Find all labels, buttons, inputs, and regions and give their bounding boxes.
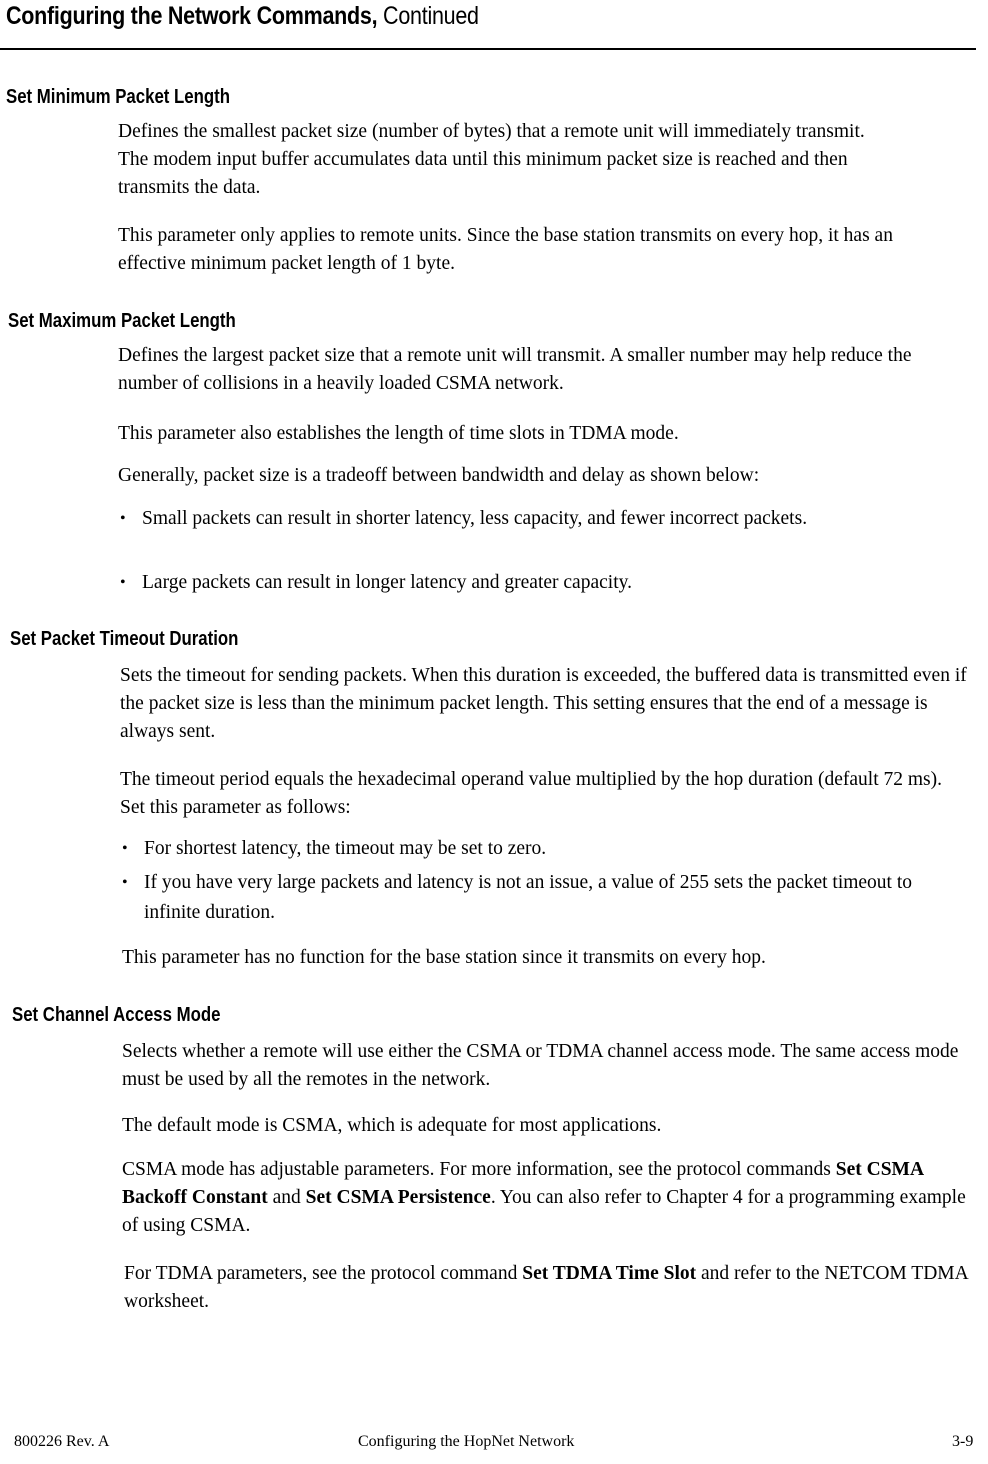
max-packet-paragraph-2: This parameter also establishes the length of time slots in TDMA mode. <box>118 423 679 444</box>
section-heading-min-packet: Set Minimum Packet Length <box>6 86 231 108</box>
page-title-continued: Continued <box>383 2 479 30</box>
csma-persistence-command: Set CSMA Persistence <box>305 1187 491 1208</box>
footer-chapter: Configuring the HopNet Network <box>358 1433 575 1450</box>
min-packet-paragraph-2: This parameter only applies to remote units. Since the base station transmits on every hop, it has an effective minimum packet length of 1 byte. <box>118 225 893 274</box>
list-item <box>118 504 938 534</box>
list-item <box>118 568 958 598</box>
section-heading-max-packet: Set Maximum Packet Length <box>8 310 236 332</box>
section-heading-access-mode: Set Channel Access Mode <box>12 1004 221 1026</box>
footer-page-number: 3-9 <box>952 1433 974 1450</box>
access-mode-p3-and: and <box>267 1187 306 1208</box>
access-mode-p4-text: For TDMA parameters, see the protocol command <box>124 1263 523 1284</box>
access-mode-paragraph-3 <box>122 1156 972 1240</box>
access-mode-paragraph-1: Selects whether a remote will use either the CSMA or TDMA channel access mode. The same access mode must be used by all the remotes in the network. <box>122 1041 959 1090</box>
bullet-icon: • <box>122 840 128 857</box>
max-packet-paragraph-1: Defines the largest packet size that a remote unit will transmit. A smaller number may help reduce the number of collisions in a heavily loaded CSMA network. <box>118 345 912 394</box>
bullet-icon: • <box>120 574 126 591</box>
timeout-paragraph-1: Sets the timeout for sending packets. When this duration is exceeded, the buffered data is transmitted even if the packet size is less than the minimum packet length. This setting ensures that the end of a message is always sent. <box>120 665 967 742</box>
access-mode-p4-tail: and refer to the NETCOM TDMA worksheet. <box>124 1263 968 1312</box>
page-title <box>6 2 479 31</box>
bullet-text: Large packets can result in longer latency and greater capacity. <box>142 572 632 593</box>
access-mode-paragraph-4 <box>124 1260 986 1316</box>
list-item <box>120 834 960 864</box>
title-rule <box>0 48 976 50</box>
csma-backoff-command: Set CSMA Backoff Constant <box>122 1159 923 1208</box>
access-mode-p3-text: CSMA mode has adjustable parameters. For more information, see the protocol commands <box>122 1159 836 1180</box>
bullet-text: Small packets can result in shorter latency, less capacity, and fewer incorrect packets. <box>142 508 808 529</box>
section-heading-timeout: Set Packet Timeout Duration <box>10 628 239 650</box>
page-title-main: Configuring the Network Commands, <box>6 2 378 30</box>
bullet-text: For shortest latency, the timeout may be set to zero. <box>144 838 547 859</box>
min-packet-paragraph-1: Defines the smallest packet size (number of bytes) that a remote unit will immediately transmit. The modem input buffer accumulates data until this minimum packet size is reached and then transmits the data. <box>118 121 865 198</box>
bullet-icon: • <box>122 874 128 891</box>
access-mode-paragraph-2: The default mode is CSMA, which is adequate for most applications. <box>122 1115 662 1136</box>
timeout-paragraph-2: The timeout period equals the hexadecimal operand value multiplied by the hop duration (default 72 ms). Set this parameter as follows: <box>120 769 943 818</box>
bullet-text: If you have very large packets and latency is not an issue, a value of 255 sets the packet timeout to infinite duration. <box>144 872 913 923</box>
footer-doc-number: 800226 Rev. A <box>14 1433 110 1450</box>
max-packet-paragraph-3: Generally, packet size is a tradeoff between bandwidth and delay as shown below: <box>118 465 760 486</box>
list-item <box>120 868 970 928</box>
access-mode-p3-tail: . You can also refer to Chapter 4 for a programming example of using CSMA. <box>122 1187 966 1236</box>
timeout-paragraph-3: This parameter has no function for the base station since it transmits on every hop. <box>122 947 766 968</box>
bullet-icon: • <box>120 510 126 527</box>
tdma-time-slot-command: Set TDMA Time Slot <box>522 1263 697 1284</box>
